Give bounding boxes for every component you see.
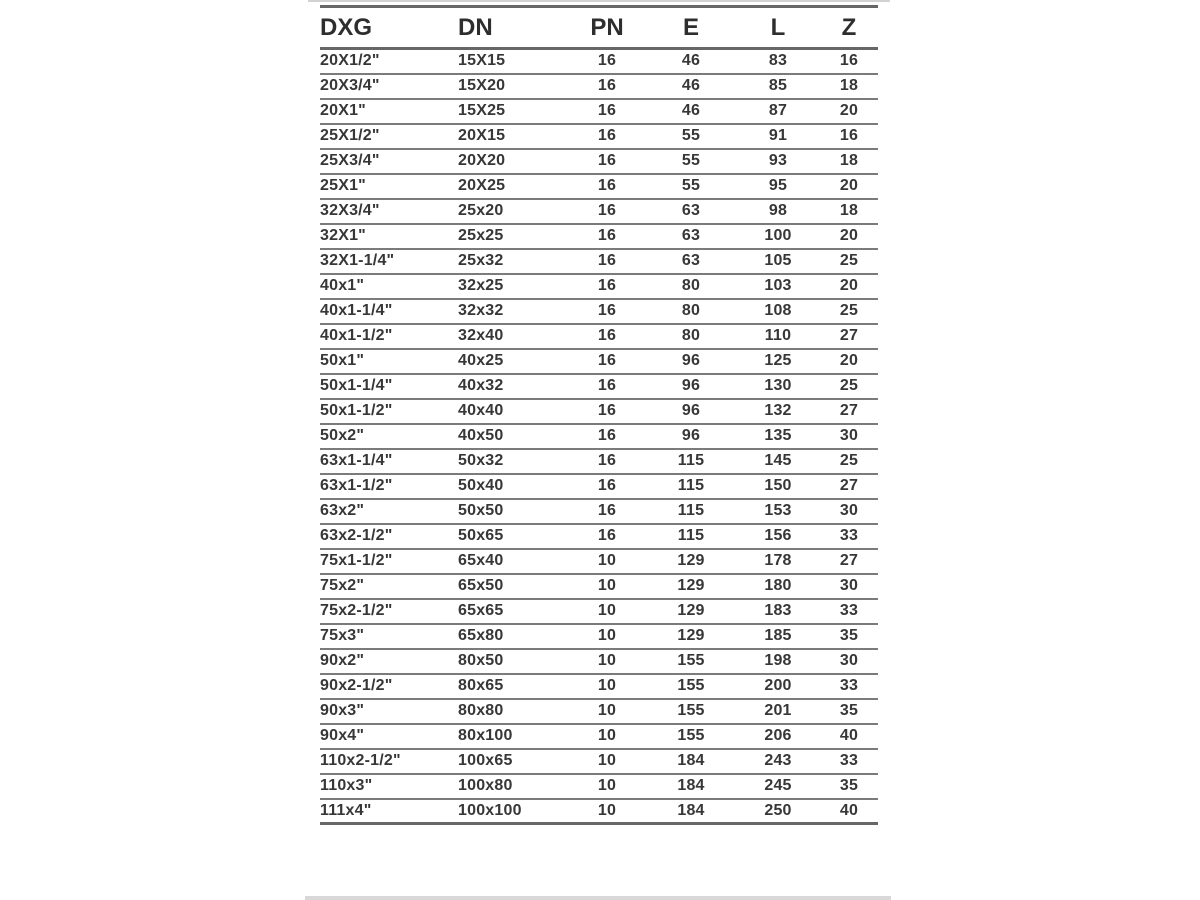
table-cell-dn: 80x65 [458, 674, 568, 699]
table-cell-dxg: 40x1" [320, 274, 458, 299]
table-cell-pn: 10 [568, 624, 646, 649]
table-cell-e: 63 [646, 249, 736, 274]
table-cell-l: 130 [736, 374, 820, 399]
table-cell-dxg: 90x3" [320, 699, 458, 724]
table-cell-l: 200 [736, 674, 820, 699]
table-cell-pn: 16 [568, 149, 646, 174]
table-cell-e: 184 [646, 774, 736, 799]
table-cell-pn: 16 [568, 299, 646, 324]
table-cell-dn: 25x32 [458, 249, 568, 274]
table-cell-z: 18 [820, 199, 878, 224]
table-cell-dxg: 90x2" [320, 649, 458, 674]
table-cell-l: 132 [736, 399, 820, 424]
table-cell-dxg: 63x2" [320, 499, 458, 524]
table-cell-dn: 80x50 [458, 649, 568, 674]
table-cell-dn: 100x100 [458, 799, 568, 824]
table-cell-dn: 80x100 [458, 724, 568, 749]
table-cell-dxg: 75x2-1/2" [320, 599, 458, 624]
table-cell-z: 27 [820, 399, 878, 424]
table-cell-dxg: 50x1-1/2" [320, 399, 458, 424]
table-row [320, 524, 878, 549]
table-cell-z: 20 [820, 224, 878, 249]
table-body [320, 49, 878, 824]
table-cell-l: 243 [736, 749, 820, 774]
table-cell-z: 40 [820, 799, 878, 824]
table-cell-dn: 20X15 [458, 124, 568, 149]
table-cell-l: 100 [736, 224, 820, 249]
table-row [320, 174, 878, 199]
table-cell-e: 184 [646, 799, 736, 824]
table-cell-z: 33 [820, 674, 878, 699]
table-cell-z: 40 [820, 724, 878, 749]
table-row [320, 299, 878, 324]
table-cell-dn: 65x50 [458, 574, 568, 599]
table-row [320, 199, 878, 224]
table-cell-e: 55 [646, 149, 736, 174]
table-cell-z: 16 [820, 124, 878, 149]
table-cell-dxg: 40x1-1/4" [320, 299, 458, 324]
table-cell-e: 96 [646, 424, 736, 449]
dimension-spec-table [320, 5, 878, 825]
table-cell-pn: 10 [568, 724, 646, 749]
table-cell-pn: 16 [568, 224, 646, 249]
table-cell-e: 129 [646, 624, 736, 649]
table-cell-pn: 16 [568, 324, 646, 349]
table-cell-e: 63 [646, 199, 736, 224]
table-cell-l: 105 [736, 249, 820, 274]
table-cell-l: 93 [736, 149, 820, 174]
table-cell-e: 115 [646, 449, 736, 474]
table-cell-pn: 16 [568, 249, 646, 274]
table-cell-dn: 80x80 [458, 699, 568, 724]
table-cell-pn: 16 [568, 174, 646, 199]
table-cell-e: 80 [646, 274, 736, 299]
table-cell-z: 25 [820, 374, 878, 399]
table-row [320, 699, 878, 724]
cropped-row-edge-top [308, 0, 890, 2]
table-cell-pn: 16 [568, 524, 646, 549]
table-cell-e: 46 [646, 99, 736, 124]
table-row [320, 499, 878, 524]
table-cell-dxg: 20X3/4" [320, 74, 458, 99]
table-cell-pn: 10 [568, 799, 646, 824]
table-cell-pn: 10 [568, 549, 646, 574]
table-cell-z: 20 [820, 274, 878, 299]
table-row [320, 49, 878, 74]
table-cell-z: 16 [839, 52, 859, 70]
table-cell-pn: 16 [568, 199, 646, 224]
table-cell-dxg: 32X1-1/4" [320, 249, 458, 274]
table-cell-pn: 16 [568, 474, 646, 499]
table-cell-z: 25 [820, 449, 878, 474]
table-cell-l: 91 [736, 124, 820, 149]
table-cell-e: 96 [646, 374, 736, 399]
table-row [320, 74, 878, 99]
table-cell-l: 178 [736, 549, 820, 574]
table-row [320, 449, 878, 474]
table-cell-pn: 16 [568, 399, 646, 424]
table-cell-dxg: 25X1/2" [320, 124, 458, 149]
table-cell-l: 183 [736, 599, 820, 624]
table-cell-l: 98 [736, 199, 820, 224]
table-cell-l: 156 [736, 524, 820, 549]
table-cell-l: 150 [736, 474, 820, 499]
table-cell-e: 155 [646, 724, 736, 749]
table-cell-z: 20 [820, 174, 878, 199]
table-cell-pn: 10 [568, 574, 646, 599]
table-cell-l: 83 [768, 52, 788, 70]
table-cell-dxg: 20X1/2" [320, 52, 380, 70]
table-row [320, 149, 878, 174]
table-cell-e: 184 [646, 749, 736, 774]
table-cell-z: 20 [820, 99, 878, 124]
table-row [320, 599, 878, 624]
table-cell-z: 30 [820, 499, 878, 524]
table-cell-pn: 16 [568, 424, 646, 449]
table-row [320, 424, 878, 449]
column-header-dxg: DXG [320, 7, 458, 49]
table-cell-pn: 10 [568, 749, 646, 774]
table-cell-e: 129 [646, 574, 736, 599]
table-cell-dxg: 75x3" [320, 624, 458, 649]
table-row [320, 399, 878, 424]
table-cell-dn: 100x80 [458, 774, 568, 799]
table-cell-dxg: 90x4" [320, 724, 458, 749]
table-cell-dn: 40x32 [458, 374, 568, 399]
table-cell-pn: 16 [568, 74, 646, 99]
table-cell-dn: 15X25 [458, 99, 568, 124]
table-cell-e: 155 [646, 674, 736, 699]
table-cell-e: 155 [646, 649, 736, 674]
table-cell-pn: 16 [597, 52, 617, 70]
table-cell-pn: 10 [568, 774, 646, 799]
table-cell-l: 180 [736, 574, 820, 599]
table-cell-dn: 20X25 [458, 174, 568, 199]
table-cell-pn: 16 [568, 449, 646, 474]
table-cell-l: 198 [736, 649, 820, 674]
table-cell-dxg: 50x1-1/4" [320, 374, 458, 399]
table-cell-dxg: 63x1-1/4" [320, 449, 458, 474]
table-row [320, 99, 878, 124]
table-cell-dxg: 20X1" [320, 99, 458, 124]
table-cell-dxg: 40x1-1/2" [320, 324, 458, 349]
table-cell-pn: 10 [568, 649, 646, 674]
table-cell-dn: 40x50 [458, 424, 568, 449]
table-cell-l: 87 [736, 99, 820, 124]
table-cell-pn: 16 [568, 349, 646, 374]
table-cell-l: 250 [736, 799, 820, 824]
table-cell-e: 96 [646, 399, 736, 424]
table-cell-z: 27 [820, 324, 878, 349]
table-row [320, 674, 878, 699]
table-cell-e: 115 [646, 474, 736, 499]
table-cell-e: 129 [646, 549, 736, 574]
table-row [320, 649, 878, 674]
table-cell-l: 153 [736, 499, 820, 524]
table-cell-dxg: 110x3" [320, 774, 458, 799]
table-cell-e: 46 [646, 74, 736, 99]
table-cell-dn: 40x25 [458, 349, 568, 374]
table-cell-dn: 65x65 [458, 599, 568, 624]
table-cell-l: 145 [736, 449, 820, 474]
table-cell-e: 55 [646, 174, 736, 199]
table-cell-pn: 10 [568, 674, 646, 699]
column-header-pn: PN [568, 7, 646, 49]
table-cell-z: 33 [820, 599, 878, 624]
table-cell-dxg: 75x1-1/2" [320, 549, 458, 574]
table-cell-z: 27 [820, 474, 878, 499]
table-row [320, 749, 878, 774]
table-cell-z: 30 [820, 574, 878, 599]
table-cell-dxg: 63x2-1/2" [320, 524, 458, 549]
table-cell-z: 33 [820, 524, 878, 549]
table-cell-e: 80 [646, 324, 736, 349]
table-cell-dxg: 25X1" [320, 174, 458, 199]
table-cell-dn: 50x65 [458, 524, 568, 549]
table-cell-dn: 40x40 [458, 399, 568, 424]
table-cell-e: 115 [646, 499, 736, 524]
table-cell-dxg: 25X3/4" [320, 149, 458, 174]
table-cell-z: 18 [820, 74, 878, 99]
table-cell-e: 96 [646, 349, 736, 374]
table-cell-dn: 50x40 [458, 474, 568, 499]
table-row [320, 774, 878, 799]
table-row [320, 799, 878, 824]
column-header-l: L [736, 7, 820, 49]
table-cell-z: 27 [820, 549, 878, 574]
table-cell-dn: 20X20 [458, 149, 568, 174]
table-cell-z: 18 [820, 149, 878, 174]
column-header-dn: DN [458, 7, 568, 49]
table-head [320, 7, 878, 49]
table-cell-dxg: 111x4" [320, 799, 458, 824]
table-cell-pn: 16 [568, 274, 646, 299]
table-row [320, 474, 878, 499]
table-cell-z: 30 [820, 649, 878, 674]
table-cell-pn: 10 [568, 599, 646, 624]
table-row [320, 549, 878, 574]
table-cell-dxg: 75x2" [320, 574, 458, 599]
table-cell-l: 85 [736, 74, 820, 99]
table-cell-z: 35 [820, 774, 878, 799]
table-cell-dn: 32x32 [458, 299, 568, 324]
table-cell-dxg: 50x1" [320, 349, 458, 374]
table-cell-dxg: 32X1" [320, 224, 458, 249]
table-cell-dxg: 32X3/4" [320, 199, 458, 224]
table-cell-l: 201 [736, 699, 820, 724]
table-row [320, 124, 878, 149]
table-cell-dn: 15X20 [458, 74, 568, 99]
table-cell-pn: 16 [568, 124, 646, 149]
table-row [320, 624, 878, 649]
table-cell-z: 30 [820, 424, 878, 449]
table-cell-l: 245 [736, 774, 820, 799]
table-cell-dn: 50x50 [458, 499, 568, 524]
table-cell-dn: 50x32 [458, 449, 568, 474]
table-cell-dxg: 63x1-1/2" [320, 474, 458, 499]
table-cell-l: 110 [736, 324, 820, 349]
table-row [320, 574, 878, 599]
table-cell-e: 46 [681, 52, 701, 70]
table-cell-pn: 10 [568, 699, 646, 724]
table-cell-l: 206 [736, 724, 820, 749]
table-row [320, 224, 878, 249]
table-cell-e: 155 [646, 699, 736, 724]
column-header-z: Z [820, 7, 878, 49]
table-cell-l: 125 [736, 349, 820, 374]
table-cell-dxg: 50x2" [320, 424, 458, 449]
cropped-row-edge-bottom [305, 896, 891, 900]
table-cell-dn: 25x20 [458, 199, 568, 224]
table-cell-e: 63 [646, 224, 736, 249]
table-cell-dn: 15X15 [458, 52, 506, 70]
table-cell-dn: 25x25 [458, 224, 568, 249]
table-cell-l: 108 [736, 299, 820, 324]
table-cell-dn: 32x40 [458, 324, 568, 349]
table-cell-z: 35 [820, 624, 878, 649]
table-row [320, 324, 878, 349]
table-row [320, 349, 878, 374]
table-row [320, 249, 878, 274]
table-cell-e: 80 [646, 299, 736, 324]
table-header-row [320, 7, 878, 49]
table-cell-pn: 16 [568, 99, 646, 124]
table-cell-l: 135 [736, 424, 820, 449]
table-cell-z: 20 [820, 349, 878, 374]
table-row [320, 274, 878, 299]
table-cell-dn: 100x65 [458, 749, 568, 774]
table-row [320, 374, 878, 399]
table-cell-pn: 16 [568, 374, 646, 399]
table-cell-e: 115 [646, 524, 736, 549]
table-cell-dn: 65x40 [458, 549, 568, 574]
table-cell-dn: 65x80 [458, 624, 568, 649]
table-cell-l: 103 [736, 274, 820, 299]
table-cell-l: 185 [736, 624, 820, 649]
table-cell-pn: 16 [568, 499, 646, 524]
table-cell-dxg: 90x2-1/2" [320, 674, 458, 699]
table-cell-z: 25 [820, 299, 878, 324]
table-row [320, 724, 878, 749]
table-cell-z: 33 [820, 749, 878, 774]
table-cell-dn: 32x25 [458, 274, 568, 299]
table-cell-e: 55 [646, 124, 736, 149]
column-header-e: E [646, 7, 736, 49]
table-cell-e: 129 [646, 599, 736, 624]
table-cell-z: 25 [820, 249, 878, 274]
table-cell-dxg: 110x2-1/2" [320, 749, 458, 774]
table-cell-z: 35 [820, 699, 878, 724]
table-cell-l: 95 [736, 174, 820, 199]
